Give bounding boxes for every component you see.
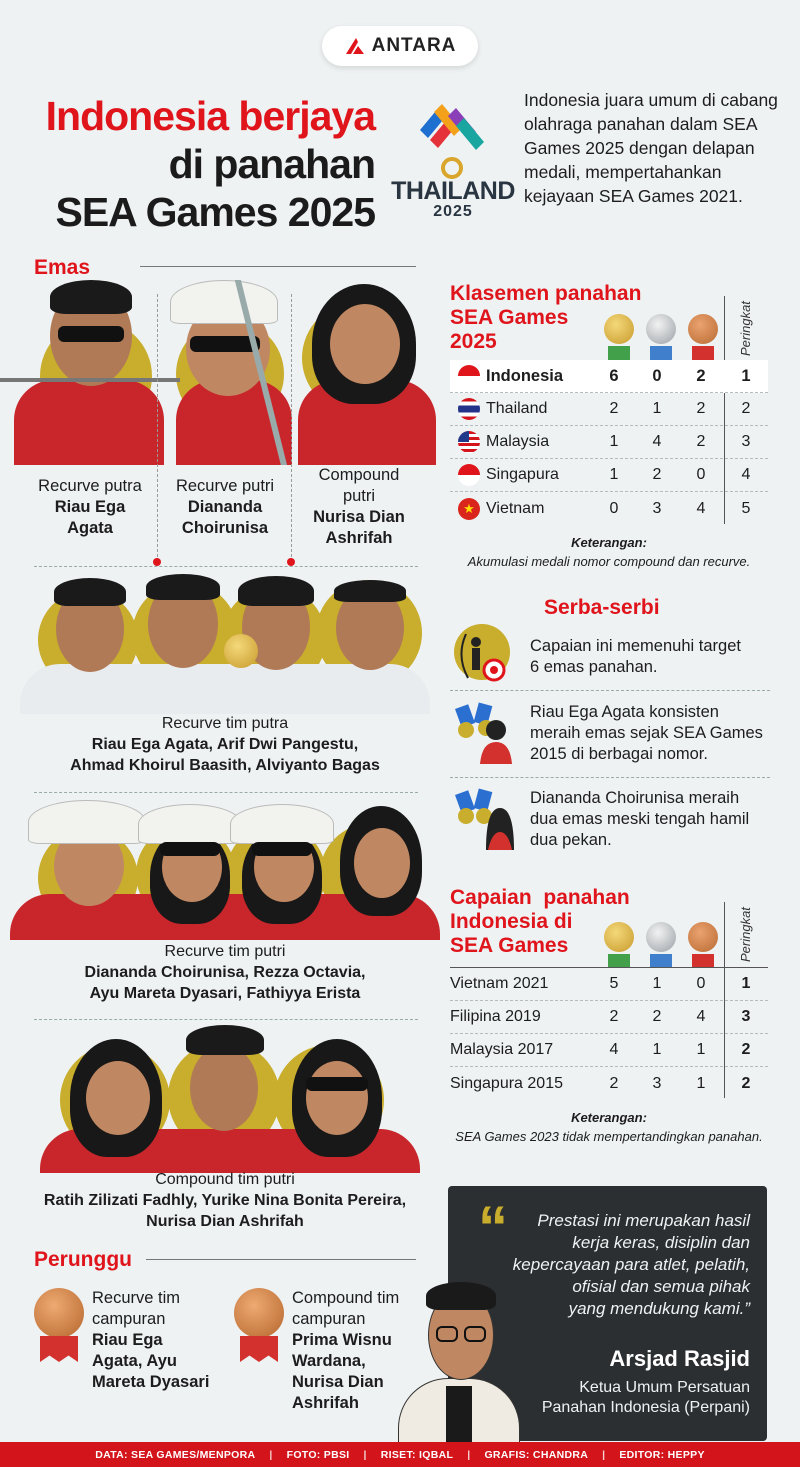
athlete-2-hat (170, 280, 278, 324)
gold-medal-icon (604, 314, 634, 344)
emas-caption-3-names: Nurisa Dian Ashrifah (313, 508, 405, 547)
team-putra-hair-4 (334, 580, 406, 602)
gold-count: 2 (609, 1074, 619, 1092)
silver-medal-icon (646, 922, 676, 952)
bronze-count: 2 (696, 366, 706, 385)
edition: Vietnam 2021 (450, 975, 549, 992)
silver-count: 0 (652, 366, 662, 385)
silver-count: 3 (652, 499, 662, 517)
bronze-count: 0 (696, 975, 706, 992)
bronze-count: 0 (696, 466, 706, 483)
team-putra-hair-3 (238, 576, 314, 606)
team-putri-hat-2 (138, 804, 242, 844)
gold-count: 4 (609, 1041, 619, 1058)
perunggu-2-names-3: Nurisa Dian (292, 1373, 384, 1391)
thailand-year: 2025 (433, 203, 473, 220)
antara-logo-text: ANTARA (371, 35, 457, 56)
credit-separator: | (363, 1448, 367, 1461)
perunggu-1-event-2: campuran (92, 1310, 166, 1328)
rank: 4 (741, 466, 751, 483)
capaian-title-2: Indonesia di (450, 910, 573, 933)
team-putra-hair-2 (146, 574, 220, 600)
team-putri-names-2: Ayu Mareta Dyasari, Fathiyya Erista (89, 985, 361, 1002)
silver-count: 2 (652, 1008, 662, 1025)
team-putra-art (10, 572, 440, 714)
perunggu-caption-1 (92, 1288, 222, 1393)
country-name: Vietnam (486, 499, 545, 517)
klasemen-note-text: Akumulasi medali nomor compound dan recurve. (467, 554, 751, 569)
klasemen-title-3: 2025 (450, 330, 497, 353)
bronze-count: 1 (696, 1041, 706, 1058)
credits-footer (0, 1442, 800, 1467)
serba-2-line-1: Riau Ega Agata konsisten (530, 703, 719, 721)
capaian-table (450, 968, 768, 1100)
flag-singapore-icon (458, 464, 480, 486)
bronze-ribbon-icon-1 (40, 1336, 78, 1362)
emas-caption-3 (300, 465, 418, 549)
credit-editor: EDITOR: HEPPY (619, 1448, 705, 1461)
team-compound-face-2 (190, 1045, 258, 1131)
rank: 2 (741, 1074, 751, 1092)
team-compound-art (30, 1025, 420, 1173)
country-name: Singapura (486, 466, 559, 483)
gold-count: 5 (609, 975, 619, 992)
emas-caption-1-event: Recurve putra (38, 477, 142, 495)
serba-1-line-1: Capaian ini memenuhi target (530, 637, 741, 655)
rank: 2 (741, 1041, 751, 1058)
team-putri-hat-1 (28, 800, 146, 844)
silver-count: 1 (652, 975, 662, 992)
bronze-ribbon-icon (692, 954, 714, 968)
table-row (450, 426, 768, 459)
male-medal-icon (452, 700, 518, 766)
country-name: Indonesia (486, 366, 564, 385)
serba-3-line-1: Diananda Choirunisa meraih (530, 789, 740, 807)
silver-count: 1 (652, 1041, 662, 1058)
caption-divider-1 (157, 294, 158, 562)
bronze-ribbon-icon (692, 346, 714, 360)
arsjad-portrait (384, 1268, 520, 1442)
klasemen-medal-gold (604, 314, 634, 360)
gold-count: 1 (609, 466, 619, 483)
team-putra-hair-1 (54, 578, 126, 606)
capaian-medal-gold (604, 922, 634, 968)
athlete-1-sunglasses (58, 326, 124, 342)
perunggu-divider (146, 1259, 416, 1260)
title-line-1: Indonesia berjaya (45, 93, 375, 139)
edition: Singapura 2015 (450, 1074, 563, 1092)
silver-count: 1 (652, 400, 662, 417)
country-cell (450, 498, 592, 520)
team-putra-medal-icon (224, 634, 258, 668)
team-putri-hat-3 (230, 804, 334, 844)
team-putra-shirts (20, 664, 430, 714)
gold-ribbon-icon (608, 954, 630, 968)
table-row (450, 1067, 768, 1100)
klasemen-title-1: Klasemen panahan (450, 282, 642, 305)
credit-foto: FOTO: PBSI (286, 1448, 350, 1461)
credit-data: DATA: SEA GAMES/MENPORA (95, 1448, 256, 1461)
portrait-shirt (446, 1386, 472, 1442)
capaian-title-1: Capaian panahan (450, 886, 630, 909)
archer-target-icon (452, 622, 518, 688)
perunggu-2-names-4: Ashrifah (292, 1394, 359, 1412)
silver-count: 2 (652, 466, 662, 483)
gold-count: 2 (609, 400, 619, 417)
perunggu-1-names-3: Mareta Dyasari (92, 1373, 210, 1391)
rank: 1 (741, 366, 751, 385)
quote-line-1: Prestasi ini merupakan hasil (537, 1211, 750, 1230)
emas-caption-2-names: Diananda Choirunisa (181, 498, 269, 537)
perunggu-2-names-1: Prima Wisnu (292, 1331, 392, 1349)
serba-2-line-3: 2015 di berbagai nomor. (530, 745, 708, 763)
flag-vietnam-icon: ★ (458, 498, 480, 520)
title-line-2: di panahan (168, 141, 375, 187)
flag-thailand-icon (458, 398, 480, 420)
perunggu-2-names-2: Wardana, (292, 1352, 366, 1370)
team-compound-cap-2 (186, 1025, 264, 1055)
table-row (450, 360, 768, 393)
portrait-glasses-right (464, 1326, 486, 1342)
bronze-ribbon-icon-2 (240, 1336, 278, 1362)
klasemen-medal-silver (646, 314, 676, 360)
section-dash-1 (34, 566, 418, 567)
gold-ribbon-icon (608, 346, 630, 360)
thailand-word: THAILAND (391, 177, 515, 205)
perunggu-2-event-1: Compound tim (292, 1289, 400, 1307)
emas-caption-1 (20, 476, 160, 539)
serba-3-line-3: dua pekan. (530, 831, 612, 849)
flag-malaysia-icon (458, 431, 480, 453)
section-dash-2 (34, 792, 418, 793)
quote-mark-icon: “ (478, 1194, 508, 1261)
country-cell (450, 464, 592, 486)
silver-count: 3 (652, 1074, 662, 1092)
bronze-medal-icon (688, 922, 718, 952)
arrow-line (0, 378, 180, 382)
team-putri-names-1: Diananda Choirunisa, Rezza Octavia, (84, 964, 366, 981)
credit-riset: RISET: IQBAL (380, 1448, 454, 1461)
silver-ribbon-icon (650, 346, 672, 360)
capaian-title-3: SEA Games (450, 934, 569, 957)
klasemen-table (450, 360, 768, 525)
table-row (450, 1034, 768, 1067)
bronze-count: 4 (696, 499, 706, 517)
country-cell (450, 365, 592, 387)
gold-count: 2 (609, 1008, 619, 1025)
capaian-note-label: Keterangan: (571, 1110, 647, 1125)
team-putra-names-1: Riau Ega Agata, Arif Dwi Pangestu, (91, 736, 359, 753)
table-row (450, 1001, 768, 1034)
silver-count: 4 (652, 433, 662, 450)
emas-divider (140, 266, 416, 267)
antara-logo (322, 26, 478, 66)
bronze-medal-icon-2 (234, 1288, 284, 1338)
flag-indonesia-icon (458, 365, 480, 387)
team-putra-event: Recurve tim putra (161, 715, 289, 732)
quote-line-3: kepercayaan para atlet, pelatih, (512, 1255, 750, 1274)
athlete-1-shirt (14, 380, 164, 465)
rank: 3 (741, 1008, 751, 1025)
serba-dash-1 (450, 690, 770, 691)
bronze-count: 2 (696, 400, 706, 417)
table-row (450, 492, 768, 525)
gold-count: 0 (609, 499, 619, 517)
emas-caption-3-event: Compound putri (318, 466, 400, 505)
perunggu-1-names-2: Agata, Ayu (92, 1352, 177, 1370)
quote-text (488, 1210, 750, 1320)
female-medal-icon (452, 786, 518, 852)
team-putri-sunglasses-3 (252, 842, 312, 856)
serba-2-line-2: meraih emas sejak SEA Games (530, 724, 763, 742)
antara-mark-icon (344, 36, 366, 56)
rank: 2 (741, 400, 751, 417)
quote-role-2: Panahan Indonesia (Perpani) (541, 1399, 750, 1416)
team-putri-face-4 (354, 828, 410, 898)
quote-line-5: yang mendukung kami.” (568, 1299, 750, 1318)
emas-caption-2-event: Recurve putri (175, 477, 275, 495)
table-row (450, 459, 768, 492)
team-compound-sunglasses-3 (306, 1077, 368, 1091)
silver-medal-icon (646, 314, 676, 344)
edition: Filipina 2019 (450, 1008, 541, 1025)
perunggu-2-event-2: campuran (292, 1310, 366, 1328)
table-row (450, 968, 768, 1001)
team-putri-art (10, 798, 440, 940)
title-line-3: SEA Games 2025 (55, 189, 375, 235)
klasemen-medal-bronze (688, 314, 718, 360)
country-name: Thailand (486, 400, 548, 417)
bronze-count: 4 (696, 1008, 706, 1025)
emas-header: Emas (34, 256, 91, 279)
credit-separator: | (602, 1448, 606, 1461)
country-name: Malaysia (486, 433, 550, 450)
serba-3-line-2: dua emas meski tengah hamil (530, 810, 750, 828)
gold-medal-icon (604, 922, 634, 952)
bronze-count: 1 (696, 1074, 706, 1092)
serba-item-2 (530, 702, 780, 765)
quote-role-1: Ketua Umum Persatuan (579, 1379, 750, 1396)
quote-author-role (508, 1378, 750, 1418)
bronze-medal-icon (688, 314, 718, 344)
emas-individual-art (0, 280, 440, 465)
divider-dot-1 (153, 558, 161, 566)
team-compound-names-2: Nurisa Dian Ashrifah (146, 1213, 304, 1230)
athlete-3-face (330, 304, 400, 384)
capaian-medal-bronze (688, 922, 718, 968)
section-dash-3 (34, 1019, 418, 1020)
perunggu-1-names-1: Riau Ega (92, 1331, 163, 1349)
team-putra-names-2: Ahmad Khoirul Baasith, Alviyanto Bagas (70, 757, 380, 774)
country-cell (450, 398, 592, 420)
rank: 5 (741, 499, 751, 517)
bronze-medal-icon-1 (34, 1288, 84, 1338)
perunggu-1-event-1: Recurve tim (92, 1289, 181, 1307)
serba-1-line-2: 6 emas panahan. (530, 658, 658, 676)
divider-dot-2 (287, 558, 295, 566)
emas-caption-2 (162, 476, 288, 539)
capaian-medal-silver (646, 922, 676, 968)
bronze-count: 2 (696, 433, 706, 450)
rank: 3 (741, 433, 751, 450)
perunggu-header: Perunggu (34, 1248, 132, 1271)
athlete-1-hair (50, 280, 132, 314)
credit-separator: | (269, 1448, 273, 1461)
klasemen-rank-label: Peringkat (738, 301, 753, 356)
klasemen-title-2: SEA Games (450, 306, 569, 329)
portrait-hair (426, 1282, 496, 1310)
page-title (20, 92, 375, 236)
gold-count: 1 (609, 433, 619, 450)
team-compound-names-1: Ratih Zilizati Fadhly, Yurike Nina Bonita Pereira, (43, 1192, 407, 1209)
serba-item-1 (530, 636, 780, 678)
credit-separator: | (467, 1448, 471, 1461)
team-compound-event: Compound tim putri (155, 1171, 295, 1188)
capaian-note-text: SEA Games 2023 tidak mempertandingkan panahan. (455, 1129, 763, 1144)
portrait-glasses-left (436, 1326, 458, 1342)
rank: 1 (741, 975, 751, 992)
capaian-rank-label: Peringkat (738, 907, 753, 962)
serba-header: Serba-serbi (544, 596, 660, 619)
caption-divider-2 (291, 294, 292, 562)
intro-text: Indonesia juara umum di cabang olahraga panahan dalam SEA Games 2025 dengan delapan medali, mempertahankan kejayaan SEA Games 2021. (524, 90, 778, 206)
quote-author-name: Arsjad Rasjid (609, 1346, 750, 1371)
table-row (450, 393, 768, 426)
team-putri-sunglasses-2 (160, 842, 220, 856)
quote-line-4: ofisial dan semua pihak (572, 1277, 750, 1296)
silver-ribbon-icon (650, 954, 672, 968)
team-compound-face-3 (306, 1061, 368, 1135)
serba-dash-2 (450, 777, 770, 778)
emas-caption-1-names: Riau Ega Agata (54, 498, 126, 537)
country-cell (450, 431, 592, 453)
edition: Malaysia 2017 (450, 1041, 554, 1058)
team-putri-event: Recurve tim putri (164, 943, 286, 960)
serba-item-3 (530, 788, 780, 851)
quote-line-2: kerja keras, disiplin dan (572, 1233, 750, 1252)
gold-count: 6 (609, 366, 619, 385)
team-compound-face-1 (86, 1061, 150, 1135)
klasemen-note-label: Keterangan: (571, 535, 647, 550)
credit-grafis: GRAFIS: CHANDRA (484, 1448, 589, 1461)
